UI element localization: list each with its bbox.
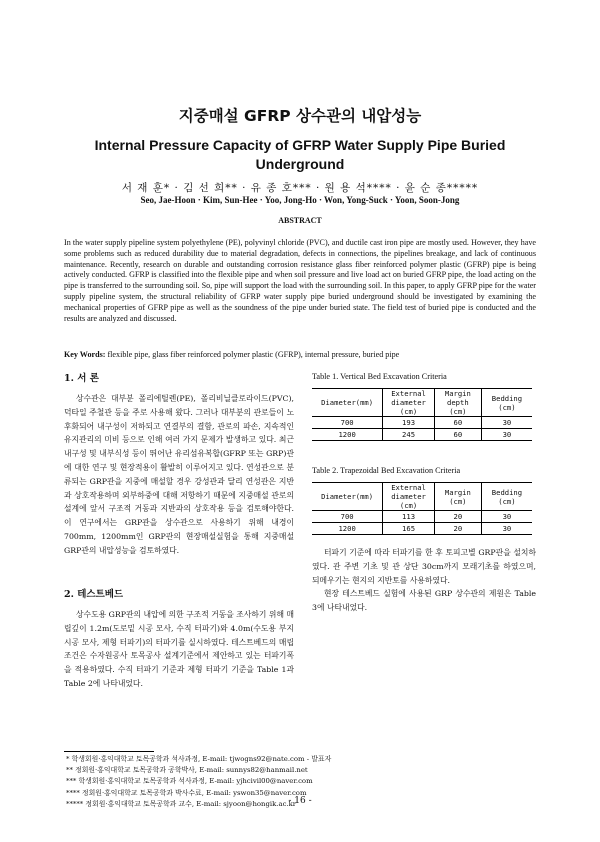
table-1-header-cell: Margin depth (cm) — [434, 389, 481, 417]
table-2-cell: 165 — [383, 523, 435, 535]
table-2-cell: 20 — [434, 523, 481, 535]
table-1-title: Table 1. Vertical Bed Excavation Criteria — [312, 372, 447, 381]
section-2-heading: 2. 테스트베드 — [64, 589, 124, 600]
abstract-heading: ABSTRACT — [278, 216, 322, 225]
keywords-label: Key Words: — [64, 350, 106, 359]
table-2-cell: 700 — [312, 511, 383, 523]
authors-korean: 서 재 훈* · 김 선 희** · 유 종 호*** · 원 용 석**** · 윤 순 종***** — [121, 182, 479, 194]
footnote: ** 정회원·홍익대학교 토목공학과 공학박사, E-mail: sunnys82@hanmail.net — [66, 766, 308, 775]
right-paragraph-2: 현장 테스트베드 실험에 사용된 GRP 상수관의 제원은 Table 3에 나타내었다. — [312, 589, 536, 613]
section-1-body — [64, 392, 294, 558]
table-2-cell: 113 — [383, 511, 435, 523]
table-2 — [312, 482, 532, 535]
table-2-title: Table 2. Trapezoidal Bed Excavation Criteria — [312, 466, 461, 475]
table-1 — [312, 388, 532, 441]
authors-english: Seo, Jae-Hoon · Kim, Sun-Hee · Yoo, Jong-Ho · Won, Yong-Suck · Yoon, Soon-Jong — [140, 195, 460, 205]
section-2-paragraph: 상수도용 GRP관의 내압에 의한 구조적 거동을 조사하기 위해 매립깊이 1.2m(도로밑 시공 모사, 수직 터파기)와 4.0m(수도용 부지 시공 모사, 제형 터파기)의 터파기를 실시하였다. 테스트베드의 매립 조건은 수자원공사 토목공사 설계기준에서 제안하고 있는 터파기폭을 적용하였다. 수직 터파기 기준과 제형 터파기 기준을 Table 1과 Table 2에 나타내었다. — [64, 610, 294, 688]
table-2-cell: 1200 — [312, 523, 383, 535]
table-row — [312, 429, 532, 441]
right-column-body — [312, 546, 536, 615]
table-1-cell: 700 — [312, 417, 383, 429]
section-2-body — [64, 608, 294, 691]
footnote: ***** 정회원·홍익대학교 토목공학과 교수, E-mail: sjyoon@hongik.ac.kr — [66, 799, 297, 808]
footnote: * 학생회원·홍익대학교 토목공학과 석사과정, E-mail: tjwogns92@nate.com - 발표자 — [66, 755, 332, 763]
table-1-cell: 60 — [434, 429, 481, 441]
table-2-header-cell: Bedding (cm) — [481, 483, 532, 511]
table-row — [312, 523, 532, 535]
table-row — [312, 511, 532, 523]
paper-title-english: Internal Pressure Capacity of GFRP Water Supply Pipe Buried Underground — [94, 137, 506, 172]
table-2-header-cell: Margin (cm) — [434, 483, 481, 511]
table-2-cell: 20 — [434, 511, 481, 523]
table-1-cell: 245 — [383, 429, 435, 441]
table-1-cell: 30 — [481, 417, 532, 429]
table-2-cell: 30 — [481, 511, 532, 523]
section-1-heading: 1. 서 론 — [64, 373, 99, 384]
paper-title-korean: 지중매설 GFRP 상수관의 내압성능 — [178, 107, 422, 125]
keywords-line — [64, 350, 536, 359]
abstract-body: In the water supply pipeline system polyethylene (PE), polyvinyl chloride (PVC), and ductile cast iron pipe are mostly used. However, they have some problems such as reduced durability due to material degradation, defects in connections, the pipelines breakage, and lack of continuous maintenance. Recently, research on durable and outstanding corrosion resistance glass fiber reinforced polymer plastic (GFRP) pipe is being actively conducted. GFRP is classified into the flexible pipe and when soil pressure and live load act on buried GFRP pipe, the load acting on the pipe is transferred to the surrounding soil. So, pipe will support the load with the surrounding soil. In this paper, to apply GFRP pipe for the water supply pipeline system, the structural reliability of GFRP water supply pipe buried underground should be investigated by examining the mechanical properties of GFRP pipe as well as the soundness of the pipe under buried state. The field test of buried pipe is conducted and the results are analyzed and discussed. — [64, 238, 536, 323]
table-2-header-cell: External diameter (cm) — [383, 483, 435, 511]
table-1-cell: 30 — [481, 429, 532, 441]
table-1-cell: 60 — [434, 417, 481, 429]
section-1-paragraph: 상수관은 대부분 폴리에틸렌(PE), 폴리비닐클로라이드(PVC), 덕타일 주철관 등을 주로 사용해 왔다. 그러나 대부분의 관로들이 노후화되어 내구성이 저하되고 연결부의 결함, 관로의 파손, 지속적인 유지관리의 미비 등으로 인해 여러 가지 문제가 발생하고 있다. 최근 내구성 및 내부식성 등이 뛰어난 유리섬유복합(GFRP 또는 GRP)관에 대한 연구 및 현장적용이 활발히 이루어지고 있다. 연성관으로 분류되는 GRP관을 지중에 매설할 경우 강성관과 달리 연성관은 지반과 상호작용하며 외부하중에 대해 저항하기 때문에 지중매설 관로의 설계에 앞서 구조적 거동과 지반과의 상호작용 등을 검토해야한다. 이 연구에서는 GRP관을 상수관으로 사용하기 위해 내경이 700mm, 1200mm인 GRP관의 현장매설실험을 통해 지중매설 GRP관의 내압성능을 검토하였다. — [64, 394, 294, 555]
page-number: - 16 - — [288, 796, 312, 806]
footnote-rule — [64, 751, 154, 752]
table-1-header-cell: Bedding (cm) — [481, 389, 532, 417]
table-1-header-cell: Diameter(mm) — [312, 389, 383, 417]
right-paragraph-1: 터파기 기준에 따라 터파기를 한 후 토피고별 GRP관을 설치하였다. 관 주변 기초 및 관 상단 30cm까지 모래기초를 하였으며, 되메우기는 현지의 지반토를 사용하였다. — [312, 548, 536, 585]
table-1-cell: 1200 — [312, 429, 383, 441]
table-1-cell: 193 — [383, 417, 435, 429]
keywords-list: flexible pipe, glass fiber reinforced polymer plastic (GFRP), internal pressure, buried pipe — [107, 350, 400, 359]
table-1-header-cell: External diameter (cm) — [383, 389, 435, 417]
footnote: *** 학생회원·홍익대학교 토목공학과 석사과정, E-mail: yjhcivil00@naver.com — [66, 777, 313, 786]
footnote: **** 정회원·홍익대학교 토목공학과 박사수료, E-mail: yswon35@naver.com — [66, 788, 307, 797]
table-2-header-cell: Diameter(mm) — [312, 483, 383, 511]
table-row — [312, 417, 532, 429]
table-2-cell: 30 — [481, 523, 532, 535]
